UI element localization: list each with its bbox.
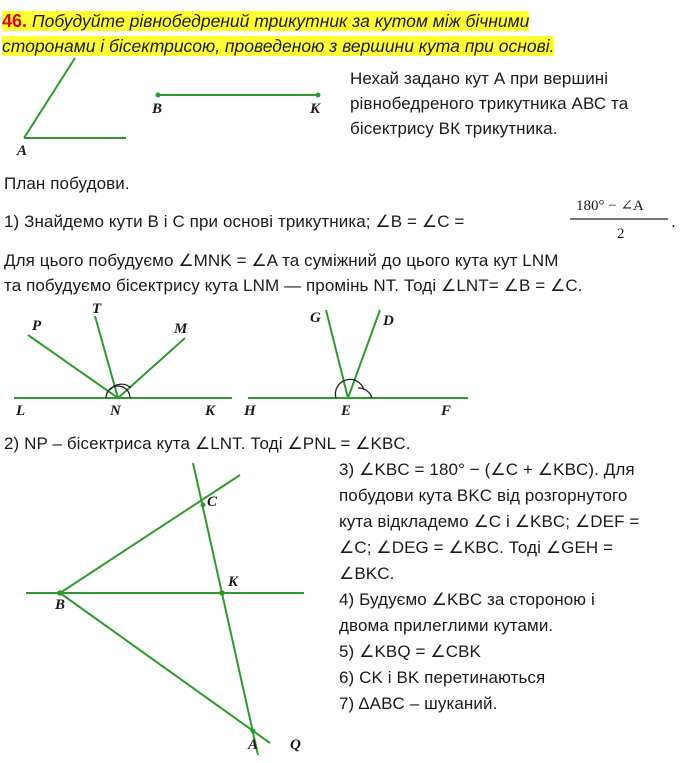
- label-e: E: [341, 403, 352, 419]
- paragraph-2-line-2: та побудуємо бісектрису кута LNM — промінь NT. Тоді ∠LNT= ∠B = ∠C.: [4, 276, 583, 295]
- step-1-end: .: [671, 212, 676, 231]
- task-text-1: Побудуйте рівнобедрений трикутник за кутом між бічними: [31, 11, 530, 31]
- intro-text: [350, 66, 628, 141]
- task-statement: [2, 10, 692, 58]
- point-b-dot: [156, 93, 161, 98]
- step-3-line-2: побудови кута BKC від розгорнутого: [339, 486, 628, 505]
- fraction-bar: [570, 217, 670, 221]
- figure-angle-lnm: [0, 300, 240, 410]
- label-k-fig4: K: [228, 574, 239, 590]
- label-c: C: [207, 494, 218, 510]
- plan-title: План побудови.: [4, 174, 130, 193]
- point-a-dot: [251, 729, 256, 734]
- label-l: L: [16, 403, 26, 419]
- figure-angle-gef: [240, 300, 480, 410]
- line-bc: [60, 475, 240, 593]
- ray-ed: [348, 310, 380, 398]
- label-g: G: [310, 310, 321, 326]
- ray-eg: [326, 310, 348, 398]
- label-a-fig1: A: [17, 143, 28, 159]
- step-5: 5) ∠KBQ = ∠CBK: [339, 642, 481, 661]
- label-b-fig4: B: [55, 597, 66, 613]
- label-n: N: [110, 403, 121, 419]
- step-3-line-5: ∠BKC.: [339, 564, 395, 583]
- intro-line-3: бісектрису ВК трикутника.: [350, 119, 558, 138]
- steps-right-column: [339, 457, 639, 717]
- point-c-dot: [201, 503, 206, 508]
- figure-triangle-construction: [0, 455, 340, 763]
- paragraph-2: [4, 248, 583, 298]
- label-p: P: [32, 318, 42, 334]
- ray-np: [28, 335, 118, 398]
- label-m: M: [174, 321, 188, 337]
- fraction-denominator: 2: [617, 226, 625, 242]
- label-k-fig1: K: [310, 101, 321, 117]
- label-a-fig4: A: [248, 737, 259, 753]
- point-k-dot-fig4: [219, 590, 225, 596]
- step-3-line-4: ∠C; ∠DEG = ∠KBC. Тоді ∠GEH =: [339, 538, 614, 557]
- step-7: 7) ΔABC – шуканий.: [339, 694, 498, 713]
- figure-angle-and-bisector: [0, 55, 340, 165]
- point-k-dot: [316, 93, 321, 98]
- step-1-text: 1) Знайдемо кути В і С при основі трикутника; ∠B = ∠C =: [4, 212, 465, 231]
- step-2: 2) NP – бісектриса кута ∠LNT. Тоді ∠PNL = ∠KBC.: [4, 434, 411, 453]
- paragraph-2-line-1: Для цього побудуємо ∠MNK = ∠A та суміжний до цього кута кут LNM: [4, 251, 559, 270]
- task-number: 46.: [2, 11, 28, 31]
- intro-line-1: Нехай задано кут А при вершині: [350, 69, 609, 88]
- step-3-line-3: кута відкладемо ∠C і ∠KBC; ∠DEF =: [339, 512, 640, 531]
- task-text-2: сторонами і бісектрисою, проведеною з вершини кута при основі.: [2, 36, 555, 56]
- label-h: H: [244, 403, 256, 419]
- task-line-1: [2, 10, 692, 33]
- step-3-line-1: 3) ∠KBC = 180° − (∠C + ∠KBC). Для: [339, 460, 635, 479]
- label-b-fig1: B: [152, 101, 163, 117]
- label-f: F: [441, 403, 452, 419]
- angle-a-ray-up: [24, 58, 75, 138]
- angle-arc-def-2: [358, 388, 372, 398]
- fraction-numerator: 180° − ∠A: [576, 198, 644, 214]
- label-t: T: [92, 301, 102, 317]
- label-k-fig2: K: [205, 403, 216, 419]
- point-b-dot-fig4: [57, 590, 63, 596]
- step-4-line-1: 4) Будуємо ∠KBC за стороною і: [339, 590, 595, 609]
- step-4-line-2: двома прилеглими кутами.: [339, 616, 554, 635]
- label-q: Q: [290, 737, 301, 753]
- ray-nm: [118, 338, 185, 398]
- intro-line-2: рівнобедреного трикутника АВС та: [350, 94, 629, 113]
- step-6: 6) CK і BK перетинаються: [339, 668, 546, 687]
- label-d: D: [383, 313, 394, 329]
